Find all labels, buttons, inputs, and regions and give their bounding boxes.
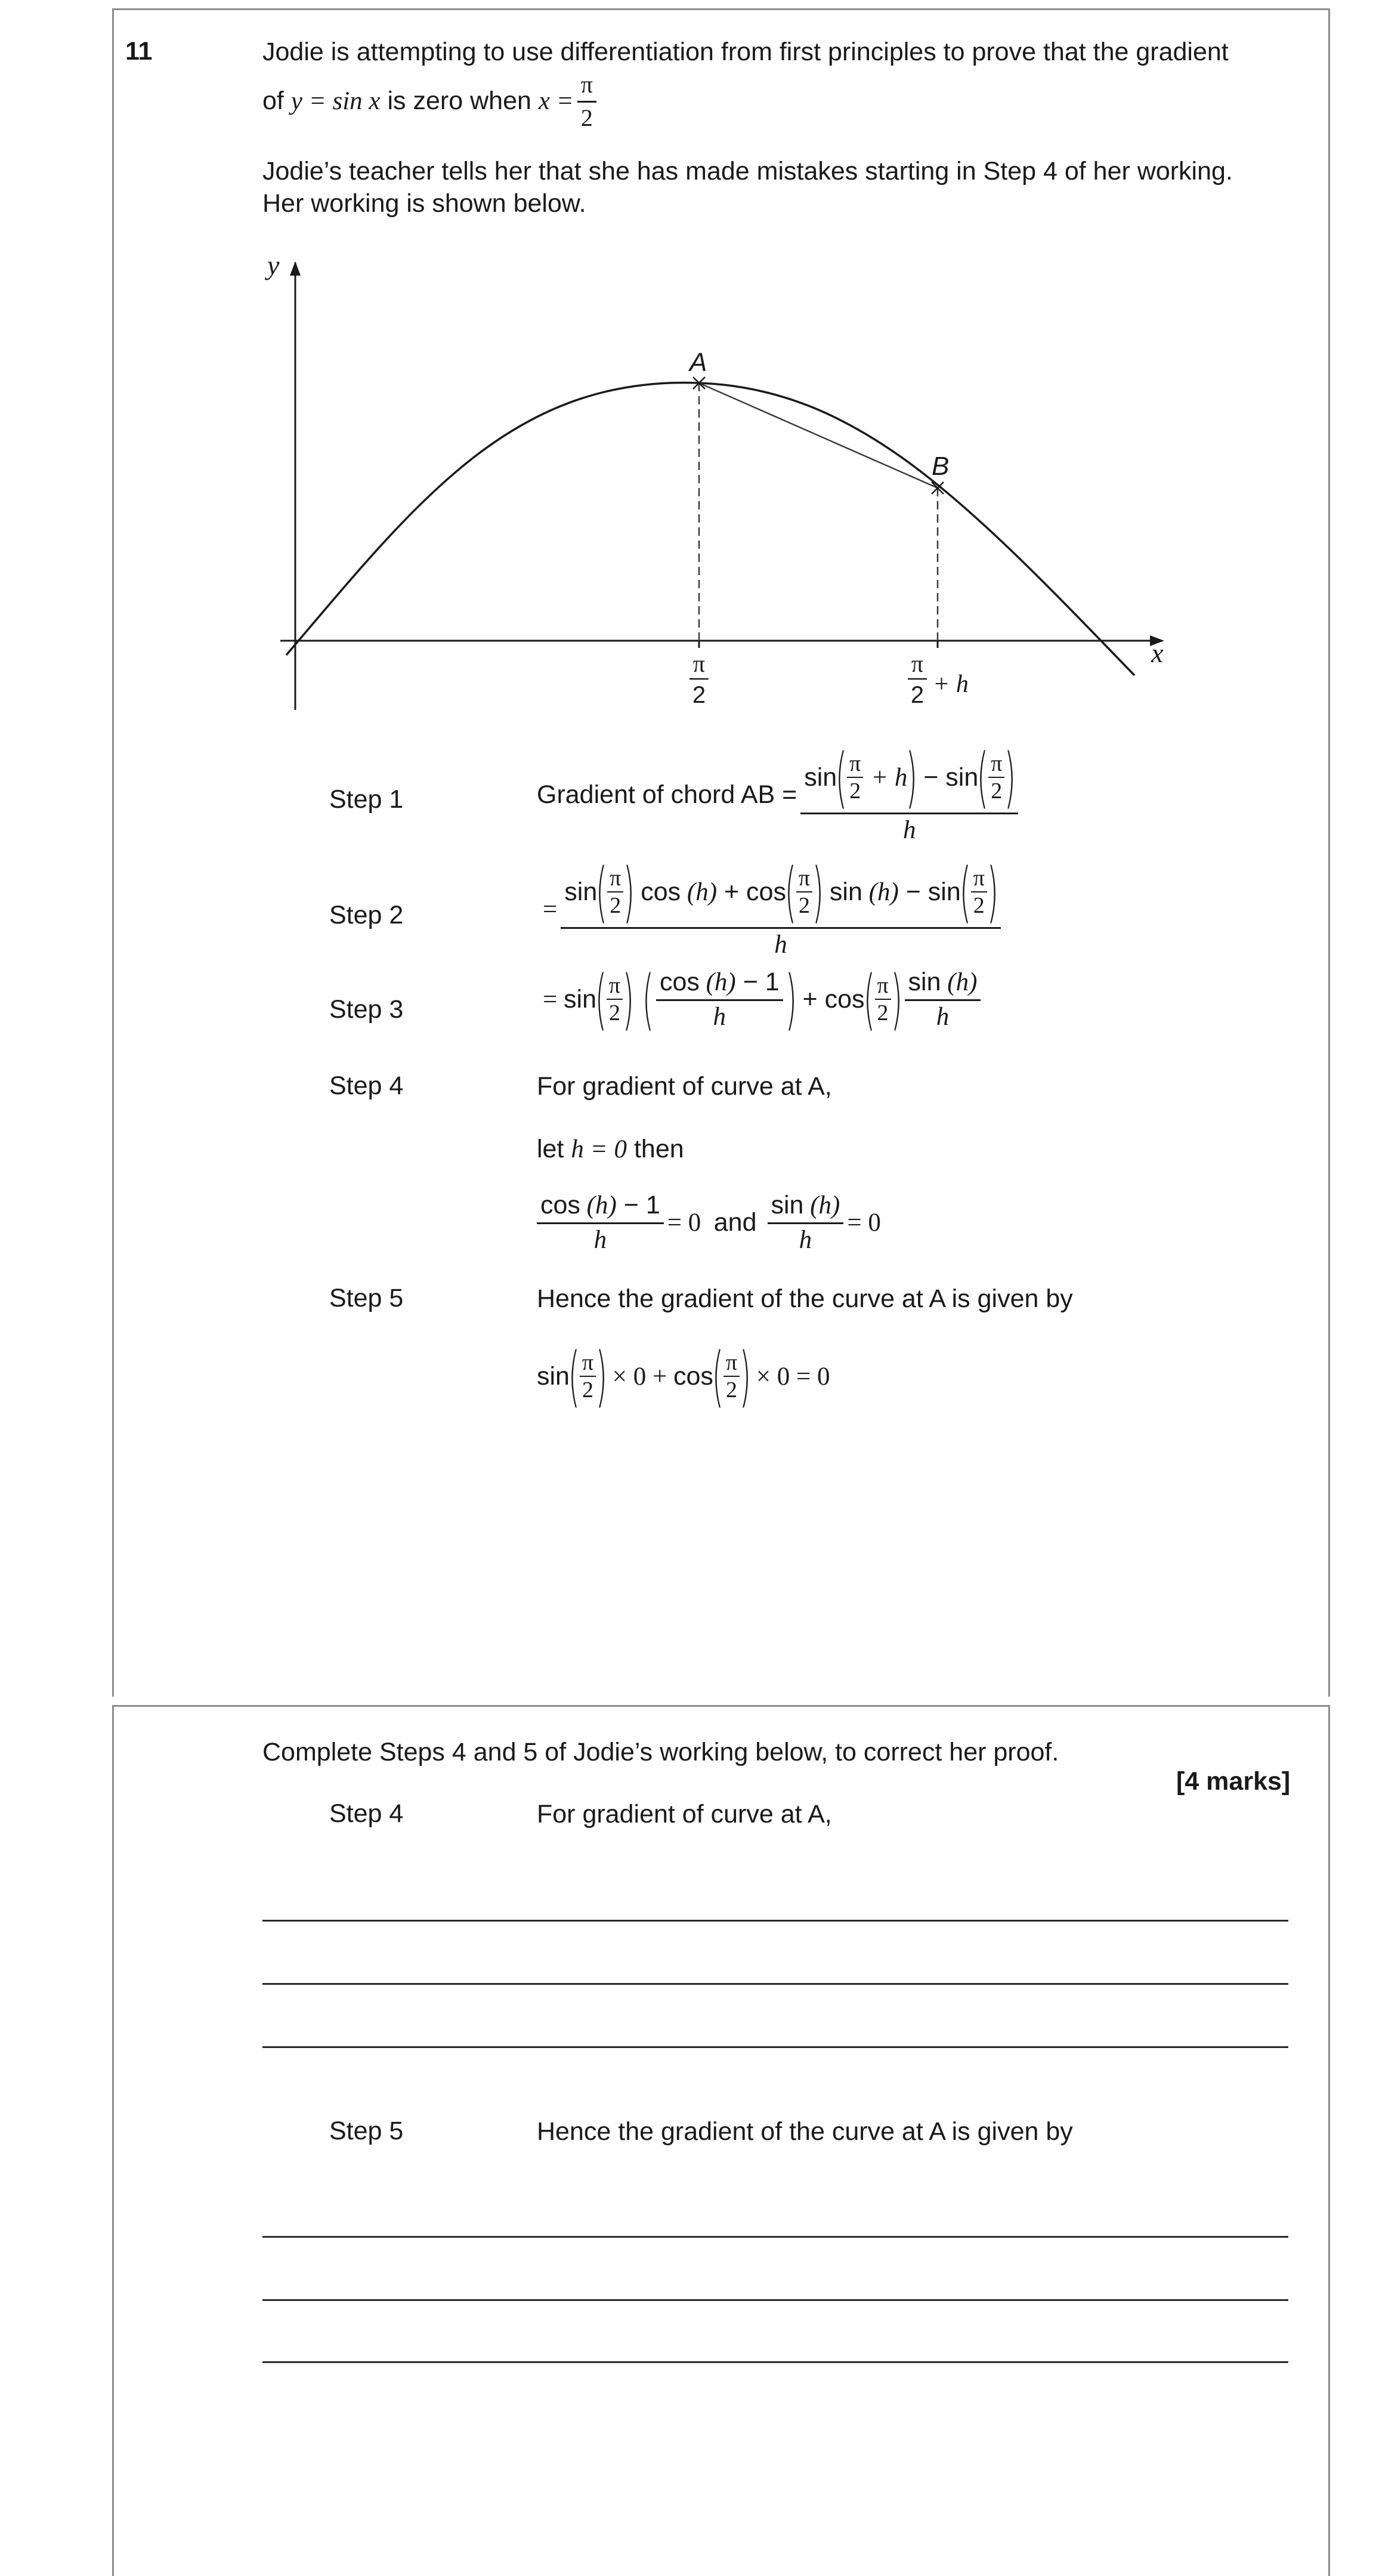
tick-b-suffix: + h (933, 671, 969, 698)
step5-label: Step 5 (329, 1284, 404, 1312)
chord-ab (699, 383, 938, 488)
x-axis-label: x (1151, 638, 1164, 668)
step4-line1: For gradient of curve at A, (537, 1072, 832, 1101)
intro-is-zero-when: is zero when (387, 87, 531, 115)
pi-over-2-fraction: $\frac{\pi}{2}$ (577, 70, 596, 132)
step1-equation (537, 739, 1022, 845)
step2-fraction: sin ( $\frac{\pi}{2}$ ) cos (h) + cos ( $\frac{\pi}{2}$ ) sin (h) − sin ( $\frac{\pi}{2}$ ) h (561, 859, 1001, 959)
tick-a-denominator: 2 (692, 682, 706, 708)
answer-line-step4-2[interactable] (262, 1983, 1288, 1985)
point-b-label: B (932, 452, 950, 481)
intro-line-1: Jodie is attempting to use differentiation from first principles to prove that the gradient (262, 38, 1229, 66)
part2-step5-label: Step 5 (329, 2117, 404, 2145)
step4-line3: $\frac{\cos (h) - 1}{h}$ = 0 and $\frac{\sin (h)}{h}$ = 0 (533, 1191, 881, 1255)
part2-step5-text: Hence the gradient of the curve at A is given by (537, 2117, 1073, 2146)
answer-line-step4-3[interactable] (262, 2046, 1288, 2048)
intro-of: of (262, 87, 284, 115)
marks-badge: [4 marks] (1176, 1767, 1291, 1796)
question-number: 11 (125, 37, 153, 66)
step1-fraction: sin ( $\frac{\pi}{2}$ + h ) − sin ( $\frac{\pi}{2}$ ) h (800, 745, 1018, 845)
step4-label: Step 4 (329, 1071, 404, 1100)
part2-step4-text: For gradient of curve at A, (537, 1800, 832, 1828)
sine-curve-graph (262, 251, 1205, 716)
sine-curve (286, 383, 1134, 675)
intro-equation: y = sin x (290, 87, 381, 115)
intro-line-2 (262, 70, 600, 132)
teacher-line-2: Her working is shown below. (262, 189, 586, 218)
y-axis-arrow-icon (290, 261, 301, 276)
step5-line2: sin ( $\frac{\pi}{2}$ ) × 0 + cos ( $\frac{\pi}{2}$ ) × 0 = 0 (537, 1338, 830, 1414)
answer-line-step5-3[interactable] (262, 2361, 1288, 2363)
intro-x-equals: x = (538, 87, 574, 115)
part2-instruction: Complete Steps 4 and 5 of Jodie’s working below, to correct her proof. (262, 1738, 1059, 1766)
step3-label: Step 3 (329, 995, 404, 1024)
y-axis-label: y (267, 251, 280, 280)
answer-line-step5-2[interactable] (262, 2299, 1288, 2301)
point-a-label: A (689, 348, 707, 377)
tick-b-numerator: π (911, 650, 924, 677)
step2-equation: = sin ( $\frac{\pi}{2}$ ) cos (h) + cos ( $\frac{\pi}{2}$ ) sin (h) − sin ( $\frac{\pi}{2}$ ) h (543, 859, 1004, 959)
step2-label: Step 2 (329, 901, 404, 929)
tick-a-numerator: π (692, 650, 706, 677)
step3-equation: = sin ( $\frac{\pi}{2}$ ) ( $\frac{\cos (h) - 1}{h}$ ) + cos ( $\frac{\pi}{2}$ ) $\frac{\sin (h)}{h}$ (543, 966, 984, 1032)
step4-line2: let h = 0 then (537, 1135, 684, 1163)
tick-b-denominator: 2 (910, 682, 924, 708)
step1-label: Step 1 (329, 785, 404, 814)
teacher-line-1: Jodie’s teacher tells her that she has made mistakes starting in Step 4 of her working. (262, 157, 1233, 186)
answer-line-step4-1[interactable] (262, 1920, 1288, 1922)
step5-line1: Hence the gradient of the curve at A is given by (537, 1284, 1073, 1313)
step1-prefix: Gradient of chord AB = (537, 780, 797, 809)
part2-step4-label: Step 4 (329, 1799, 404, 1828)
answer-line-step5-1[interactable] (262, 2236, 1288, 2238)
